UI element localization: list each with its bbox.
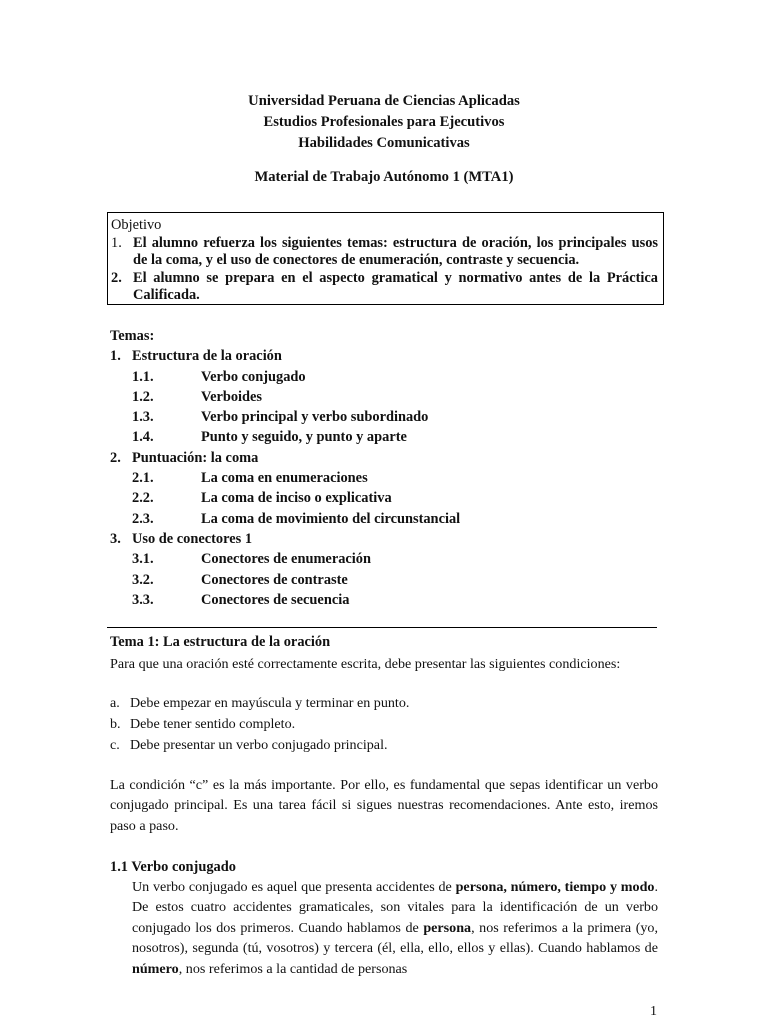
list-item-text: Debe tener sentido completo. — [130, 716, 296, 732]
subtopic — [110, 367, 460, 387]
topic-section — [110, 448, 460, 468]
list-item-letter: b. — [110, 716, 121, 732]
subtopic-number: 2.3. — [132, 510, 154, 527]
subtopic-label: La coma de inciso o explicativa — [201, 490, 392, 507]
topic-number: 3. — [110, 530, 121, 547]
subtopic — [110, 387, 460, 407]
program-name: Estudios Profesionales para Ejecutivos — [263, 114, 505, 130]
text-run: , nos referimos a la cantidad de personas — [178, 960, 408, 977]
objective-item — [111, 270, 658, 305]
subtopic-number: 3.1. — [132, 551, 154, 568]
section-1-1-paragraph — [132, 877, 658, 979]
page-number: 1 — [650, 1004, 657, 1019]
topic-number: 2. — [110, 449, 121, 466]
subtopic-number: 3.3. — [132, 591, 154, 608]
list-item-text: Debe presentar un verbo conjugado principal. — [130, 737, 388, 753]
topic-label: Uso de conectores 1 — [132, 530, 253, 547]
subtopic-label: La coma en enumeraciones — [201, 470, 368, 487]
subtopic — [110, 427, 460, 447]
subtopic-number: 1.4. — [132, 429, 154, 446]
objective-item-text: El alumno se prepara en el aspecto gramatical y normativo antes de la Práctica Calificada. — [133, 269, 658, 303]
objective-item-number: 1. — [111, 234, 122, 251]
list-item-letter: a. — [110, 695, 120, 711]
objective-item-text: El alumno refuerza los siguientes temas: estructura de oración, los principales usos de la coma, y el uso de conectores de enumeración, contraste y secuencia. — [133, 234, 658, 268]
objective-box — [107, 212, 664, 305]
subtopic-number: 2.1. — [132, 470, 154, 487]
subtopic-label: Conectores de secuencia — [201, 591, 350, 608]
subtopic — [110, 407, 460, 427]
subtopic — [110, 570, 460, 590]
topic-label: Estructura de la oración — [132, 348, 282, 365]
subtopic — [110, 549, 460, 569]
objective-item-number: 2. — [111, 269, 122, 286]
subtopic-label: La coma de movimiento del circunstancial — [201, 510, 461, 527]
subtopic-label: Verbo principal y verbo subordinado — [201, 409, 429, 426]
subtopic-label: Verboides — [201, 388, 263, 405]
topics-title: Temas: — [110, 328, 155, 344]
material-title: Material de Trabajo Autónomo 1 (MTA1) — [254, 169, 514, 185]
text-run: . De estos cuatro accidentes gramaticales, son vitales para la identificación de un verbo conjugado los dos primeros. Cuando hablamos de — [132, 879, 658, 936]
subtopic-number: 1.3. — [132, 409, 154, 426]
subtopic — [110, 488, 460, 508]
subtopic — [110, 509, 460, 529]
conditions-list — [110, 693, 658, 756]
subtopic-number: 1.2. — [132, 388, 154, 405]
bold-run: persona, número, tiempo y modo — [455, 879, 655, 895]
list-item — [110, 714, 658, 735]
subtopic — [110, 590, 460, 610]
tema1-intro: Para que una oración esté correctamente escrita, debe presentar las siguientes condiciones: — [110, 656, 621, 672]
tema1-title: Tema 1: La estructura de la oración — [110, 634, 331, 650]
subtopic-label: Verbo conjugado — [201, 368, 306, 385]
topic-section — [110, 529, 460, 549]
course-name: Habilidades Comunicativas — [298, 135, 470, 151]
section-1-1-title: 1.1 Verbo conjugado — [110, 859, 236, 875]
tema1-paragraph: La condición “c” es la más importante. Por ello, es fundamental que sepas identificar un verbo conjugado principal. Es una tarea fácil si sigues nuestras recomendaciones. Ante esto, iremos paso a paso. — [110, 777, 658, 834]
subtopic-label: Conectores de enumeración — [201, 551, 371, 568]
university-name: Universidad Peruana de Ciencias Aplicadas — [248, 93, 520, 109]
topic-number: 1. — [110, 348, 121, 365]
list-item — [110, 693, 658, 714]
list-item-letter: c. — [110, 737, 120, 753]
list-item — [110, 735, 658, 756]
subtopic-label: Conectores de contraste — [201, 571, 348, 588]
subtopic — [110, 468, 460, 488]
subtopic-number: 3.2. — [132, 571, 154, 588]
objective-item — [111, 235, 658, 270]
bold-run: persona — [423, 919, 472, 936]
topic-section — [110, 346, 460, 366]
topic-label: Puntuación: la coma — [132, 449, 259, 466]
list-item-text: Debe empezar en mayúscula y terminar en punto. — [130, 695, 410, 711]
subtopic-number: 2.2. — [132, 490, 154, 507]
objective-title: Objetivo — [111, 217, 162, 233]
topics-list — [110, 326, 460, 610]
subtopic-number: 1.1. — [132, 368, 154, 385]
subtopic-label: Punto y seguido, y punto y aparte — [201, 429, 407, 446]
bold-run: número — [132, 960, 179, 977]
document-header — [0, 91, 768, 188]
text-run: , nos referimos a la primera (yo, nosotros), segunda (tú, vosotros) y tercera (él, ella, ello, ellos y ellas). Cuando hablamos de — [132, 919, 658, 957]
section-divider — [107, 627, 657, 628]
text-run: Un verbo conjugado es aquel que presenta accidentes de — [132, 879, 456, 895]
